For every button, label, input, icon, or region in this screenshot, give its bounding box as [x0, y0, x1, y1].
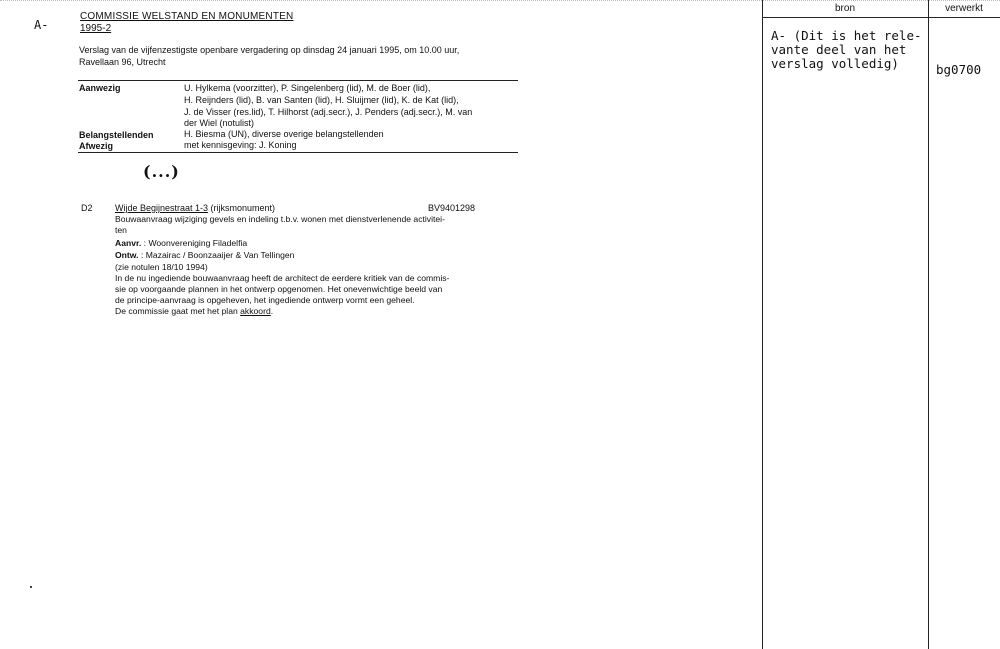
source-note: A- (Dit is het rele- vante deel van het verslag volledig) — [771, 28, 922, 71]
item-address-note: (rijksmonument) — [208, 203, 276, 213]
table-left-border — [762, 0, 763, 649]
stakeholders-value: H. Biesma (UN), diverse overige belangstellenden — [184, 129, 384, 139]
absent-label: Afwezig — [79, 141, 114, 151]
table-header-rule — [762, 17, 1000, 18]
item-body-1: In de nu ingediende bouwaanvraag heeft de architect de eerdere kritiek van de commis- — [115, 273, 450, 283]
item-body-3: de principe-aanvraag is opgeheven, het ingediende ontwerp vormt een geheel. — [115, 295, 415, 305]
applicant-label: Aanvr. — [115, 238, 142, 248]
scan-speck — [30, 586, 32, 588]
item-conclusion — [115, 306, 273, 316]
item-description-2: ten — [115, 225, 127, 235]
header-source: bron — [834, 3, 855, 14]
attendance-top-rule — [78, 80, 518, 81]
header-processed: verwerkt — [945, 3, 983, 14]
conclusion-word: akkoord — [240, 306, 271, 316]
present-line-4: der Wiel (notulist) — [184, 118, 255, 128]
intro-line-1: Verslag van de vijfenzestigste openbare vergadering op dinsdag 24 januari 1995, om 10.00 uur, — [79, 45, 460, 55]
attendance-bottom-rule — [78, 152, 518, 153]
present-line-2: H. Reijnders (lid), B. van Santen (lid), H. Sluijmer (lid), K. de Kat (lid), — [184, 95, 459, 105]
conclusion-prefix: De commissie gaat met het plan — [115, 306, 241, 316]
item-description-1: Bouwaanvraag wijziging gevels en indeling t.b.v. wonen met dienstverlenende activitei- — [115, 214, 445, 224]
present-line-3: J. de Visser (res.lid), T. Hilhorst (adj.secr.), J. Penders (adj.secr.), M. van — [184, 107, 473, 117]
applicant-value: : Woonvereniging Filadelfia — [141, 238, 248, 248]
margin-mark: A- — [34, 18, 49, 32]
org-title: COMMISSIE WELSTAND EN MONUMENTEN — [80, 11, 294, 22]
conclusion-suffix: . — [270, 306, 274, 316]
table-column-divider — [928, 0, 929, 649]
item-body-2: sie op voorgaande plannen in het ontwerp opgenomen. Het onevenwichtige beeld van — [115, 284, 443, 294]
item-minutes-ref: (zie notulen 18/10 1994) — [115, 262, 208, 272]
item-reference: BV9401298 — [428, 203, 476, 213]
item-address-street: Wijde Begijnestraat 1-3 — [115, 203, 209, 213]
stakeholders-label: Belangstellenden — [79, 130, 154, 140]
absent-value: met kennisgeving: J. Koning — [184, 140, 297, 150]
present-label: Aanwezig — [79, 83, 121, 93]
present-line-1: U. Hylkema (voorzitter), P. Singelenberg (lid), M. de Boer (lid), — [184, 83, 431, 93]
omission-mark: (...) — [143, 162, 180, 181]
designer-label: Ontw. — [115, 250, 139, 260]
item-address — [115, 203, 275, 213]
processed-code: bg0700 — [936, 62, 982, 77]
item-designer — [115, 250, 294, 260]
item-applicant — [115, 238, 247, 248]
item-code: D2 — [81, 203, 93, 213]
designer-value: : Mazairac / Boonzaaijer & Van Tellingen — [138, 250, 295, 260]
page-top-border — [0, 0, 1000, 1]
intro-line-2: Ravellaan 96, Utrecht — [79, 57, 166, 67]
document-number: 1995-2 — [80, 23, 112, 34]
